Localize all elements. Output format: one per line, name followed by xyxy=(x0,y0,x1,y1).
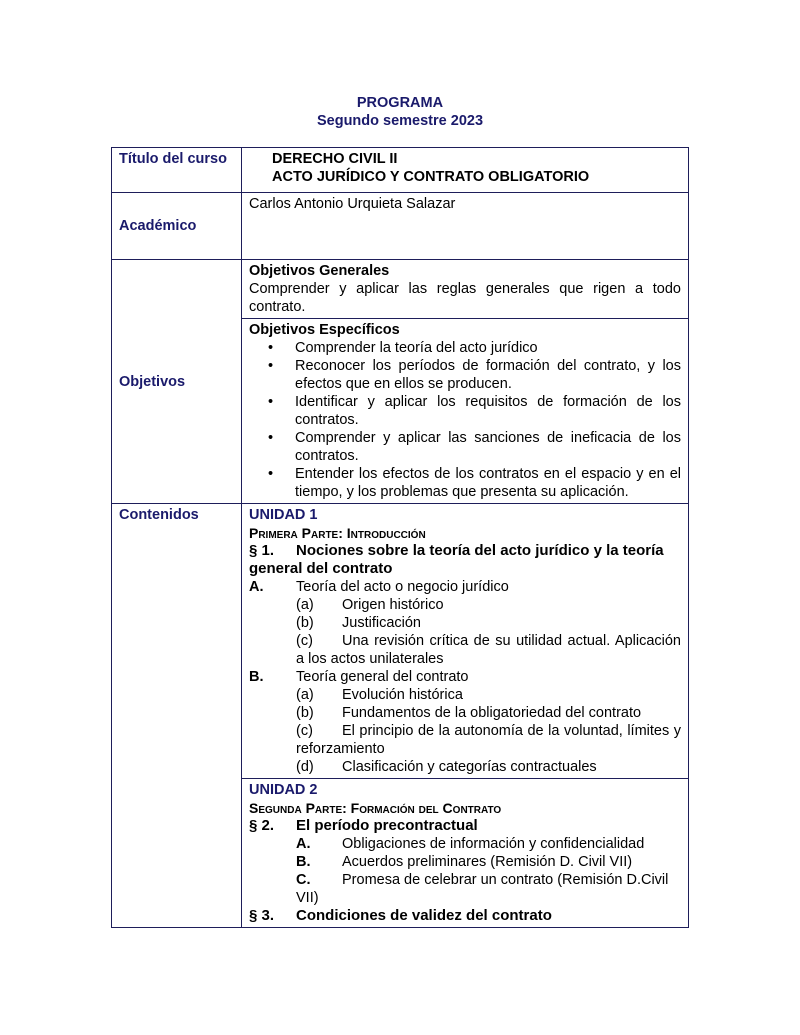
course-name-line1: DERECHO CIVIL II xyxy=(272,151,398,167)
academic-value: Carlos Antonio Urquieta Salazar xyxy=(242,193,689,260)
contents-unit1-row xyxy=(112,504,689,779)
item-mark: (b) xyxy=(296,615,314,631)
list-item: • Entender los efectos de los contratos en el espacio y en el tiempo, y los problemas que presenta su aplicación. xyxy=(295,465,681,501)
subsection-a-title: Teoría del acto o negocio jurídico xyxy=(296,579,509,595)
item-mark: (b) xyxy=(296,705,314,721)
list-item: • Identificar y aplicar los requisitos de formación de los contratos. xyxy=(295,393,681,429)
objectives-specific-cell xyxy=(242,319,689,504)
list-item xyxy=(249,835,681,853)
list-item xyxy=(249,758,681,776)
item-text: Clasificación y categorías contractuales xyxy=(342,759,597,775)
objectives-specific-heading: Objetivos Específicos xyxy=(249,322,400,338)
section2-title: El período precontractual xyxy=(296,817,478,834)
course-title-row xyxy=(112,148,689,193)
subsection-b-title: Teoría general del contrato xyxy=(296,669,469,685)
list-item: • Comprender y aplicar las sanciones de ineficacia de los contratos. xyxy=(295,429,681,465)
item-text: Fundamentos de la obligatoriedad del contrato xyxy=(342,705,642,721)
item-text: Acuerdos preliminares (Remisión D. Civil VII) xyxy=(342,854,633,870)
item-text: El principio de la autonomía de la voluntad, límites y reforzamiento xyxy=(296,723,681,757)
page-header xyxy=(0,94,800,130)
objectives-general-cell xyxy=(242,260,689,319)
subsection-a xyxy=(249,578,681,596)
item-text: Promesa de celebrar un contrato (Remisión D.Civil VII) xyxy=(296,872,669,906)
list-item xyxy=(249,722,681,758)
list-item: • Comprender la teoría del acto jurídico xyxy=(295,339,681,357)
section1-number: § 1. xyxy=(249,542,275,559)
item-text: Una revisión crítica de su utilidad actual. Aplicación a los actos unilaterales xyxy=(296,633,681,667)
list-item xyxy=(249,853,681,871)
list-item xyxy=(249,596,681,614)
objectives-general-text: Comprender y aplicar las reglas generales que rigen a todo contrato. xyxy=(249,281,681,315)
item-mark: A. xyxy=(296,836,311,852)
list-item: • Reconocer los períodos de formación del contrato, y los efectos que en ellos se producen. xyxy=(295,357,681,393)
section1-title: Nociones sobre la teoría del acto jurídico y la teoría general del contrato xyxy=(249,542,664,577)
item-text: Origen histórico xyxy=(342,597,444,613)
subsection-b-mark: B. xyxy=(249,669,264,685)
item-mark: C. xyxy=(296,872,311,888)
unit2-title: UNIDAD 2 xyxy=(249,782,318,798)
item-mark: (a) xyxy=(296,597,314,613)
academic-label: Académico xyxy=(112,193,242,260)
list-item xyxy=(249,686,681,704)
contents-label: Contenidos xyxy=(112,504,242,928)
section3-title: Condiciones de validez del contrato xyxy=(296,907,552,924)
course-title-label: Título del curso xyxy=(112,148,242,193)
objectives-specific-list xyxy=(249,339,681,501)
unit1-part: Primera Parte: Introducción xyxy=(249,525,426,541)
item-mark: (c) xyxy=(296,633,313,649)
subsection-a-mark: A. xyxy=(249,579,264,595)
unit1-cell xyxy=(242,504,689,779)
section3-number: § 3. xyxy=(249,907,275,924)
objectives-general-row xyxy=(112,260,689,319)
page-title: PROGRAMA xyxy=(356,95,444,111)
unit2-cell xyxy=(242,779,689,928)
objectives-label: Objetivos xyxy=(112,260,242,504)
section3-heading xyxy=(249,907,681,925)
list-item xyxy=(249,614,681,632)
item-mark: (c) xyxy=(296,723,313,739)
page-subtitle: Segundo semestre 2023 xyxy=(316,113,484,129)
list-item xyxy=(249,632,681,668)
objectives-general-heading: Objetivos Generales xyxy=(249,263,390,279)
item-mark: B. xyxy=(296,854,311,870)
item-mark: (d) xyxy=(296,759,314,775)
item-text: Obligaciones de información y confidencialidad xyxy=(342,836,645,852)
course-name-line2: ACTO JURÍDICO Y CONTRATO OBLIGATORIO xyxy=(272,169,590,185)
unit2-part: Segunda Parte: Formación del Contrato xyxy=(249,800,502,816)
course-title-value xyxy=(242,148,689,193)
item-mark: (a) xyxy=(296,687,314,703)
unit1-title: UNIDAD 1 xyxy=(249,507,318,523)
section2-heading xyxy=(249,817,681,835)
list-item xyxy=(249,871,681,907)
item-text: Evolución histórica xyxy=(342,687,463,703)
list-item xyxy=(249,704,681,722)
section2-number: § 2. xyxy=(249,817,275,834)
academic-row xyxy=(112,193,689,260)
subsection-b xyxy=(249,668,681,686)
program-table xyxy=(111,147,689,928)
section1-heading xyxy=(249,542,681,578)
item-text: Justificación xyxy=(342,615,421,631)
